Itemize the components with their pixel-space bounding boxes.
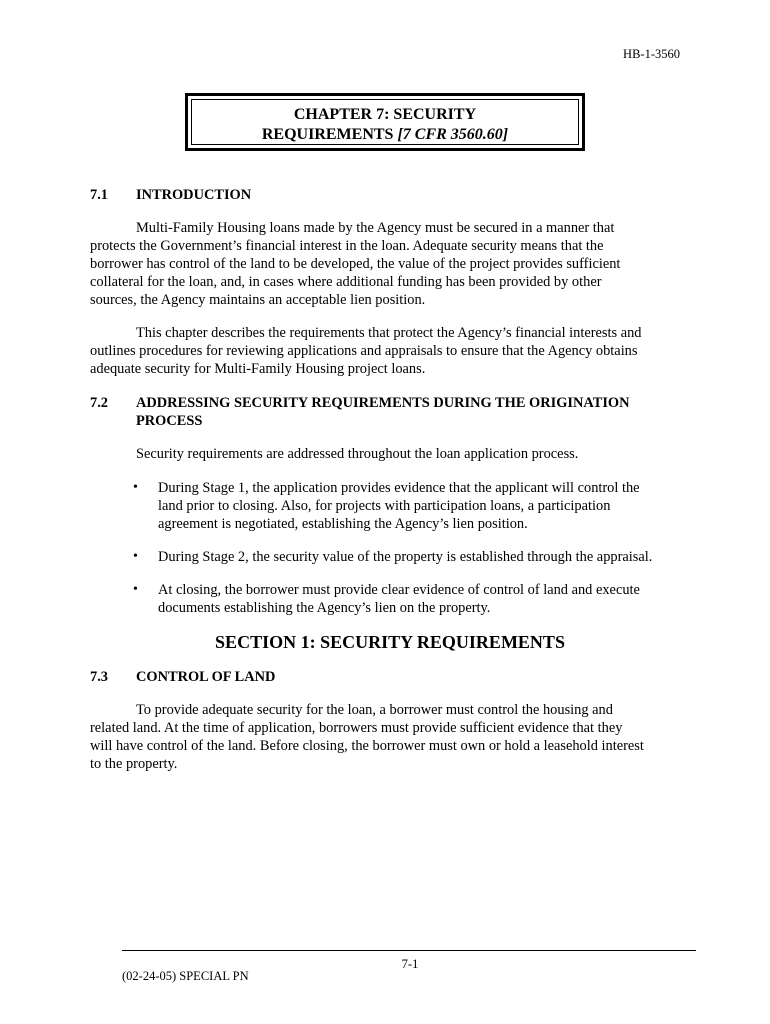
text-line: documents establishing the Agency’s lien on the property. (158, 600, 491, 616)
revision-note: (02-24-05) SPECIAL PN (122, 969, 249, 983)
text-line: related land. At the time of application, borrowers must provide sufficient evidence that they (90, 720, 623, 736)
section-7-2-title-line2: PROCESS (136, 413, 203, 429)
chapter-title-line1: CHAPTER 7: SECURITY (293, 106, 477, 123)
chapter-title (191, 99, 579, 145)
section-7-1-title: INTRODUCTION (136, 187, 252, 203)
text-line: sources, the Agency maintains an acceptable lien position. (90, 292, 426, 308)
section-7-1-number: 7.1 (90, 187, 108, 203)
chapter-title-line2 (192, 125, 578, 145)
footer-divider (122, 950, 696, 951)
section-7-2-number: 7.2 (90, 395, 108, 411)
intro-paragraph-1 (90, 219, 690, 309)
text-line: protects the Government’s financial interest in the loan. Adequate security means that the (90, 238, 604, 254)
text-line: During Stage 1, the application provides evidence that the applicant will control the (158, 480, 640, 496)
text-line: collateral for the loan, and, in cases where additional funding has been provided by other (90, 274, 602, 290)
text-line: will have control of the land. Before closing, the borrower must own or hold a leasehold interest (90, 738, 644, 754)
text-line: adequate security for Multi-Family Housing project loans. (90, 361, 426, 377)
text-line: borrower has control of the land to be developed, the value of the project provides sufficient (90, 256, 621, 272)
text-line: To provide adequate security for the loan, a borrower must control the housing and (136, 702, 613, 718)
chapter-title-line2-plain: REQUIREMENTS (261, 126, 398, 143)
section-7-2-title (136, 394, 696, 430)
document-id: HB-1-3560 (623, 47, 680, 61)
intro-paragraph-2 (90, 324, 690, 378)
text-line: This chapter describes the requirements that protect the Agency’s financial interests and (136, 325, 642, 341)
chapter-title-citation: [7 CFR 3560.60] (397, 126, 509, 143)
text-line: outlines procedures for reviewing applications and appraisals to ensure that the Agency obtains (90, 343, 638, 359)
bullet-item (158, 548, 688, 566)
text-line: land prior to closing. Also, for projects with participation loans, a participation (158, 498, 611, 514)
text-line: At closing, the borrower must provide clear evidence of control of land and execute (158, 582, 640, 598)
bullet-icon: • (133, 549, 138, 564)
section-1-heading: SECTION 1: SECURITY REQUIREMENTS (215, 632, 565, 652)
chapter-title-box (185, 93, 585, 151)
bullet-icon: • (133, 582, 138, 597)
control-of-land-paragraph (90, 701, 690, 773)
section-7-3-number: 7.3 (90, 669, 108, 685)
page-number: 7-1 (401, 957, 419, 971)
section-7-3-title: CONTROL OF LAND (136, 669, 276, 685)
bullet-item (158, 581, 688, 617)
text-line: agreement is negotiated, establishing the Agency’s lien position. (158, 516, 528, 532)
text-line: Multi-Family Housing loans made by the Agency must be secured in a manner that (136, 220, 615, 236)
text-line: During Stage 2, the security value of the property is established through the appraisal. (158, 549, 653, 565)
section-7-2-intro: Security requirements are addressed throughout the loan application process. (136, 446, 579, 462)
bullet-item (158, 479, 688, 533)
bullet-icon: • (133, 480, 138, 495)
section-7-2-title-line1: ADDRESSING SECURITY REQUIREMENTS DURING THE ORIGINATION (136, 395, 630, 411)
text-line: to the property. (90, 756, 178, 772)
